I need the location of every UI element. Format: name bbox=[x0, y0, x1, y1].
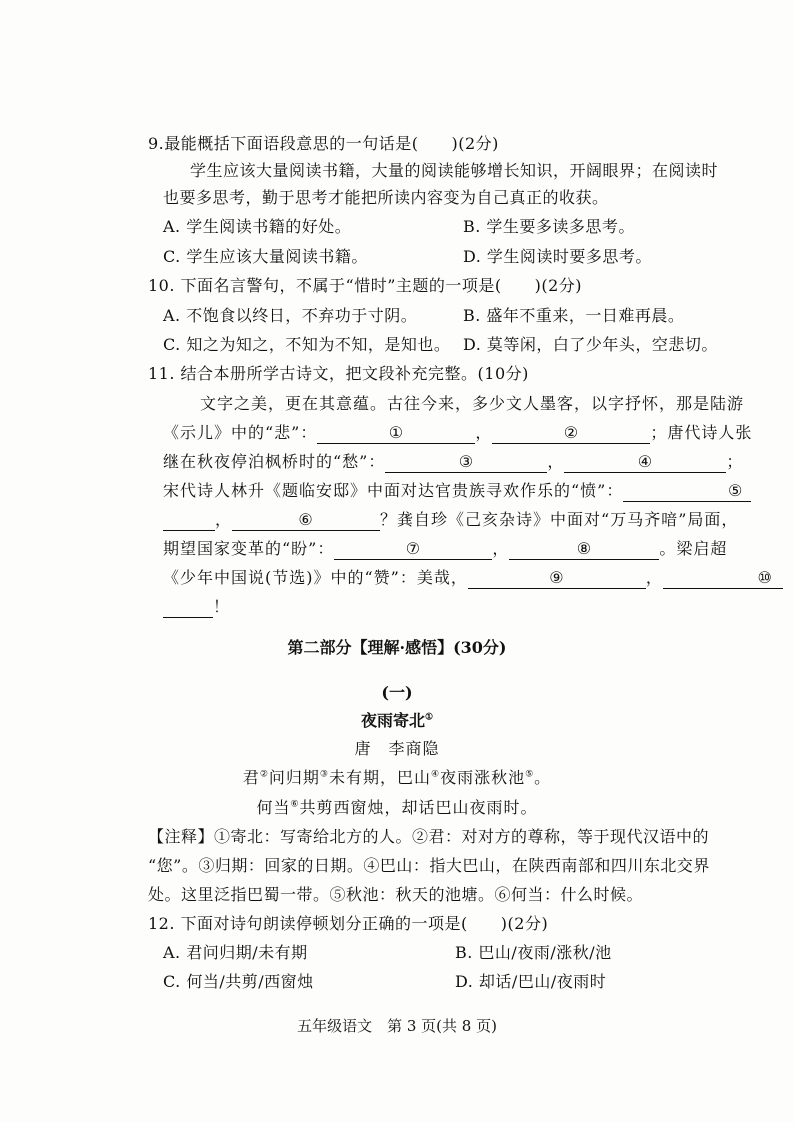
poem-text: 君 bbox=[242, 768, 260, 787]
fill-blank-1[interactable]: ① bbox=[317, 423, 475, 444]
fill-blank-5[interactable]: ⑤ bbox=[623, 481, 751, 502]
q11-text: ！ bbox=[213, 597, 231, 616]
fill-blank-10[interactable]: ⑩ bbox=[663, 568, 783, 589]
q11-text-line bbox=[163, 538, 727, 560]
q11-text: ， bbox=[475, 423, 493, 442]
q11-text: 继在秋夜停泊枫桥时的“愁”： bbox=[163, 452, 386, 471]
q11-text: 《示儿》中的“悲”： bbox=[163, 423, 318, 442]
q10-option-d: D. 莫等闲，白了少年头，空悲切。 bbox=[463, 335, 718, 354]
q12-option-d: D. 却话/巴山/夜雨时 bbox=[455, 972, 607, 991]
q11-text-line bbox=[163, 451, 743, 473]
q12-option-a: A. 君问归期/未有期 bbox=[163, 943, 308, 962]
footnote-marker: ⑥ bbox=[290, 799, 300, 810]
poem-text: 夜雨涨秋池 bbox=[440, 768, 526, 787]
poem-text: 何当 bbox=[256, 798, 291, 817]
page-footer: 五年级语文 第 3 页(共 8 页) bbox=[297, 1017, 497, 1035]
poem-line bbox=[0, 767, 794, 789]
footnote-marker: ④ bbox=[431, 769, 441, 780]
poem-notes-line: 处。这里泛指巴蜀一带。⑤秋池：秋天的池塘。⑥何当：什么时候。 bbox=[148, 885, 644, 904]
q10-option-b: B. 盛年不重来，一日难再晨。 bbox=[463, 306, 685, 325]
poem-text: 未有期，巴山 bbox=[328, 768, 431, 787]
fill-blank-2[interactable]: ② bbox=[492, 423, 650, 444]
q10-option-a: A. 不饱食以终日，不弃功于寸阴。 bbox=[163, 306, 418, 325]
q11-text: ， bbox=[492, 539, 510, 558]
q11-text: 《少年中国说(节选)》中的“赞”：美哉， bbox=[163, 568, 468, 587]
q9-passage-line: 也要多思考，勤于思考才能把所读内容变为自己真正的收获。 bbox=[163, 188, 609, 207]
q11-text-line: 文字之美，更在其意蕴。古往今来，多少文人墨客，以字抒怀，那是陆游 bbox=[200, 394, 745, 413]
q11-text: ， bbox=[645, 568, 663, 587]
q10-option-c: C. 知之为知之，不知为不知，是知也。 bbox=[163, 335, 451, 354]
q11-text-line bbox=[163, 480, 751, 502]
fill-blank-6[interactable]: ⑥ bbox=[232, 510, 380, 531]
footnote-marker: ① bbox=[424, 712, 434, 723]
q9-passage-line: 学生应该大量阅读书籍，大量的阅读能够增长知识，开阔眼界；在阅读时 bbox=[190, 161, 719, 180]
q9-option-a: A. 学生阅读书籍的好处。 bbox=[163, 217, 352, 236]
poem-notes-line: “您”。③归期：回家的日期。④巴山：指大巴山，在陕西南部和四川东北交界 bbox=[148, 856, 710, 875]
fill-blank-4[interactable]: ④ bbox=[564, 452, 726, 473]
fill-blank-5-cont[interactable] bbox=[163, 510, 215, 531]
q10-stem: 10. 下面名言警句，不属于“惜时”主题的一项是( )(2分) bbox=[148, 276, 583, 295]
q11-text: ；唐代诗人张 bbox=[650, 423, 753, 442]
poem-author: 唐 李商隐 bbox=[354, 739, 440, 758]
fill-blank-7[interactable]: ⑦ bbox=[334, 539, 492, 560]
q11-text: 。梁启超 bbox=[659, 539, 728, 558]
q11-text-line bbox=[163, 596, 230, 618]
poem-line bbox=[0, 797, 794, 819]
q11-text-line bbox=[163, 509, 738, 531]
fill-blank-8[interactable]: ⑧ bbox=[509, 539, 659, 560]
poem-text: 问归期 bbox=[268, 768, 320, 787]
q11-text: ； bbox=[726, 452, 744, 471]
poem-text: 共剪西窗烛，却话巴山夜雨时。 bbox=[299, 798, 538, 817]
q11-text: 期望国家变革的“盼”： bbox=[163, 539, 335, 558]
q9-option-b: B. 学生要多读多思考。 bbox=[463, 217, 635, 236]
fill-blank-3[interactable]: ③ bbox=[385, 452, 547, 473]
q11-stem: 11. 结合本册所学古诗文，把文段补充完整。(10分) bbox=[148, 364, 529, 383]
fill-blank-9[interactable]: ⑨ bbox=[468, 568, 646, 589]
q9-option-d: D. 学生阅读时要多思考。 bbox=[463, 247, 652, 266]
poem-notes-line: 【注释】①寄北：写寄给北方的人。②君：对对方的尊称，等于现代汉语中的 bbox=[148, 827, 710, 846]
q11-text-line bbox=[163, 567, 783, 589]
poem-title-text: 夜雨寄北 bbox=[360, 711, 425, 730]
poem-text: 。 bbox=[534, 768, 552, 787]
q11-text: ， bbox=[547, 452, 565, 471]
poem-title bbox=[0, 710, 794, 732]
q9-stem: 9.最能概括下面语段意思的一句话是( )(2分) bbox=[148, 134, 499, 153]
q11-text: ， bbox=[215, 510, 233, 529]
q11-text: 宋代诗人林升《题临安邸》中面对达官贵族寻欢作乐的“愤”： bbox=[163, 481, 624, 500]
footnote-marker: ③ bbox=[319, 769, 329, 780]
part2-title: 第二部分【理解·感悟】(30分) bbox=[287, 638, 507, 657]
q9-option-c: C. 学生应该大量阅读书籍。 bbox=[163, 247, 368, 266]
fill-blank-10-cont[interactable] bbox=[163, 597, 213, 618]
footnote-marker: ② bbox=[259, 769, 269, 780]
q11-text: ？龚自珍《己亥杂诗》中面对“万马齐喑”局面， bbox=[380, 510, 739, 529]
q11-text-line bbox=[163, 422, 752, 444]
q12-stem: 12. 下面对诗句朗读停顿划分正确的一项是( )(2分) bbox=[148, 914, 549, 933]
q12-option-b: B. 巴山/夜雨/涨秋/池 bbox=[455, 943, 612, 962]
q12-option-c: C. 何当/共剪/西窗烛 bbox=[163, 972, 314, 991]
section-heading: (一) bbox=[381, 683, 413, 702]
footnote-marker: ⑤ bbox=[525, 769, 535, 780]
